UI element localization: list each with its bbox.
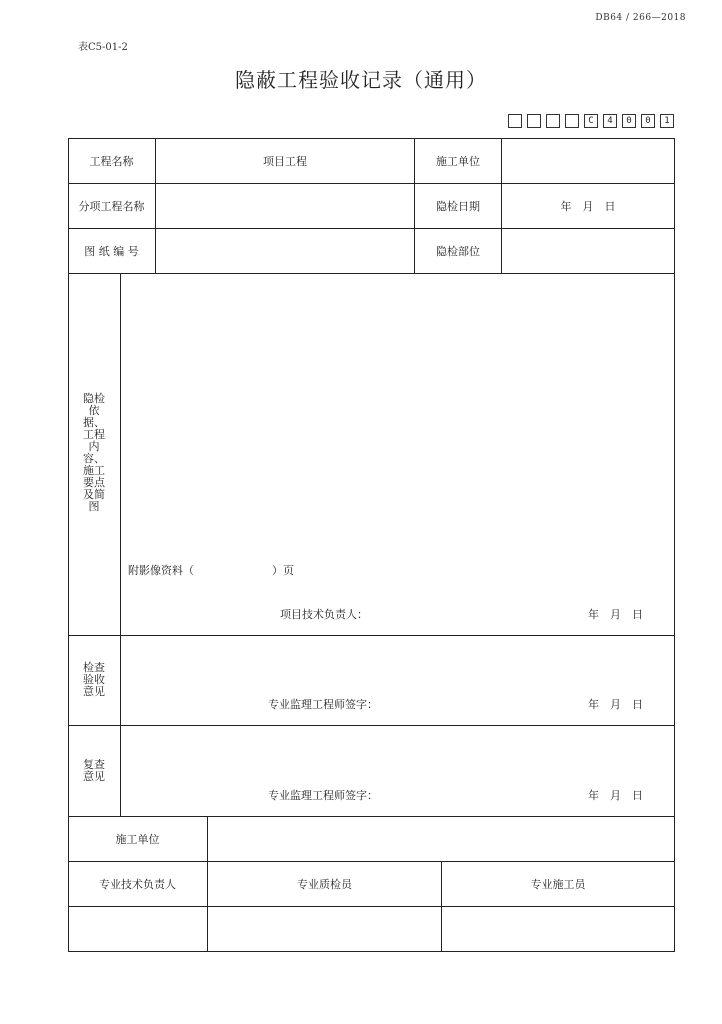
code-box: 1 bbox=[660, 114, 674, 128]
quality-inspector-signature[interactable] bbox=[208, 906, 441, 951]
code-box: 0 bbox=[641, 114, 655, 128]
code-box[interactable] bbox=[508, 114, 522, 128]
inspection-part-value[interactable] bbox=[502, 228, 674, 273]
table-border-right bbox=[674, 138, 675, 952]
basis-content-area[interactable] bbox=[121, 274, 674, 559]
check-signer-label: 专业监理工程师签字： bbox=[268, 698, 378, 711]
attachment-suffix: ）页 bbox=[272, 564, 294, 577]
tech-lead-label: 专业技术负责人 bbox=[99, 877, 176, 891]
form-number: 表C5-01-2 bbox=[78, 42, 128, 53]
project-name-label: 工程名称 bbox=[89, 154, 134, 168]
construction-unit-label: 施工单位 bbox=[436, 154, 480, 168]
recheck-date[interactable]: 年 月 日 bbox=[588, 789, 643, 802]
recheck-signer-label: 专业监理工程师签字： bbox=[268, 789, 378, 802]
drawing-no-label: 图 纸 编 号 bbox=[84, 244, 139, 258]
basis-section-label bbox=[79, 392, 109, 513]
attachment-prefix: 附影像资料（ bbox=[128, 564, 194, 577]
attachment-count-field[interactable] bbox=[201, 559, 269, 577]
recheck-section-label bbox=[79, 756, 109, 786]
drawing-no-value[interactable] bbox=[156, 228, 414, 273]
inspection-date-value[interactable]: 年 月 日 bbox=[560, 199, 616, 213]
page-title: 隐蔽工程验收记录（通用） bbox=[235, 68, 487, 92]
code-box: 4 bbox=[603, 114, 617, 128]
sub-project-value[interactable] bbox=[156, 183, 414, 228]
recheck-section-label-text: 复查意见 bbox=[83, 758, 105, 783]
code-box[interactable] bbox=[546, 114, 560, 128]
quality-inspector-label: 专业质检员 bbox=[297, 877, 352, 891]
basis-section-label-text: 隐检依据、工程内容、施工要点及简图 bbox=[83, 392, 105, 513]
tech-lead-signature[interactable] bbox=[68, 906, 207, 951]
constructor-label: 专业施工员 bbox=[530, 877, 586, 891]
code-box[interactable] bbox=[565, 114, 579, 128]
constructor-signature[interactable] bbox=[442, 906, 674, 951]
recheck-opinion-area[interactable] bbox=[121, 726, 674, 776]
footer-construction-unit-value[interactable] bbox=[208, 816, 674, 861]
table-border-bottom bbox=[68, 951, 675, 952]
inspection-date-label: 隐检日期 bbox=[436, 199, 480, 213]
basis-date[interactable]: 年 月 日 bbox=[588, 608, 643, 621]
footer-construction-unit-label: 施工单位 bbox=[115, 832, 160, 846]
project-name-value[interactable]: 项目工程 bbox=[263, 154, 307, 168]
check-date[interactable]: 年 月 日 bbox=[588, 698, 643, 711]
tech-lead-signature-label: 项目技术负责人： bbox=[280, 608, 368, 621]
form-code-boxes bbox=[508, 114, 674, 128]
sub-project-label: 分项工程名称 bbox=[78, 199, 145, 213]
record-table bbox=[68, 138, 675, 952]
check-section-label-text: 检查验收意见 bbox=[83, 661, 105, 698]
code-box: C bbox=[584, 114, 598, 128]
construction-unit-value[interactable] bbox=[502, 138, 674, 183]
standard-code: DB64 / 266—2018 bbox=[595, 13, 686, 23]
check-opinion-area[interactable] bbox=[121, 636, 674, 686]
code-box[interactable] bbox=[527, 114, 541, 128]
code-box: 0 bbox=[622, 114, 636, 128]
check-section-label bbox=[79, 660, 109, 700]
inspection-part-label: 隐检部位 bbox=[436, 244, 480, 258]
